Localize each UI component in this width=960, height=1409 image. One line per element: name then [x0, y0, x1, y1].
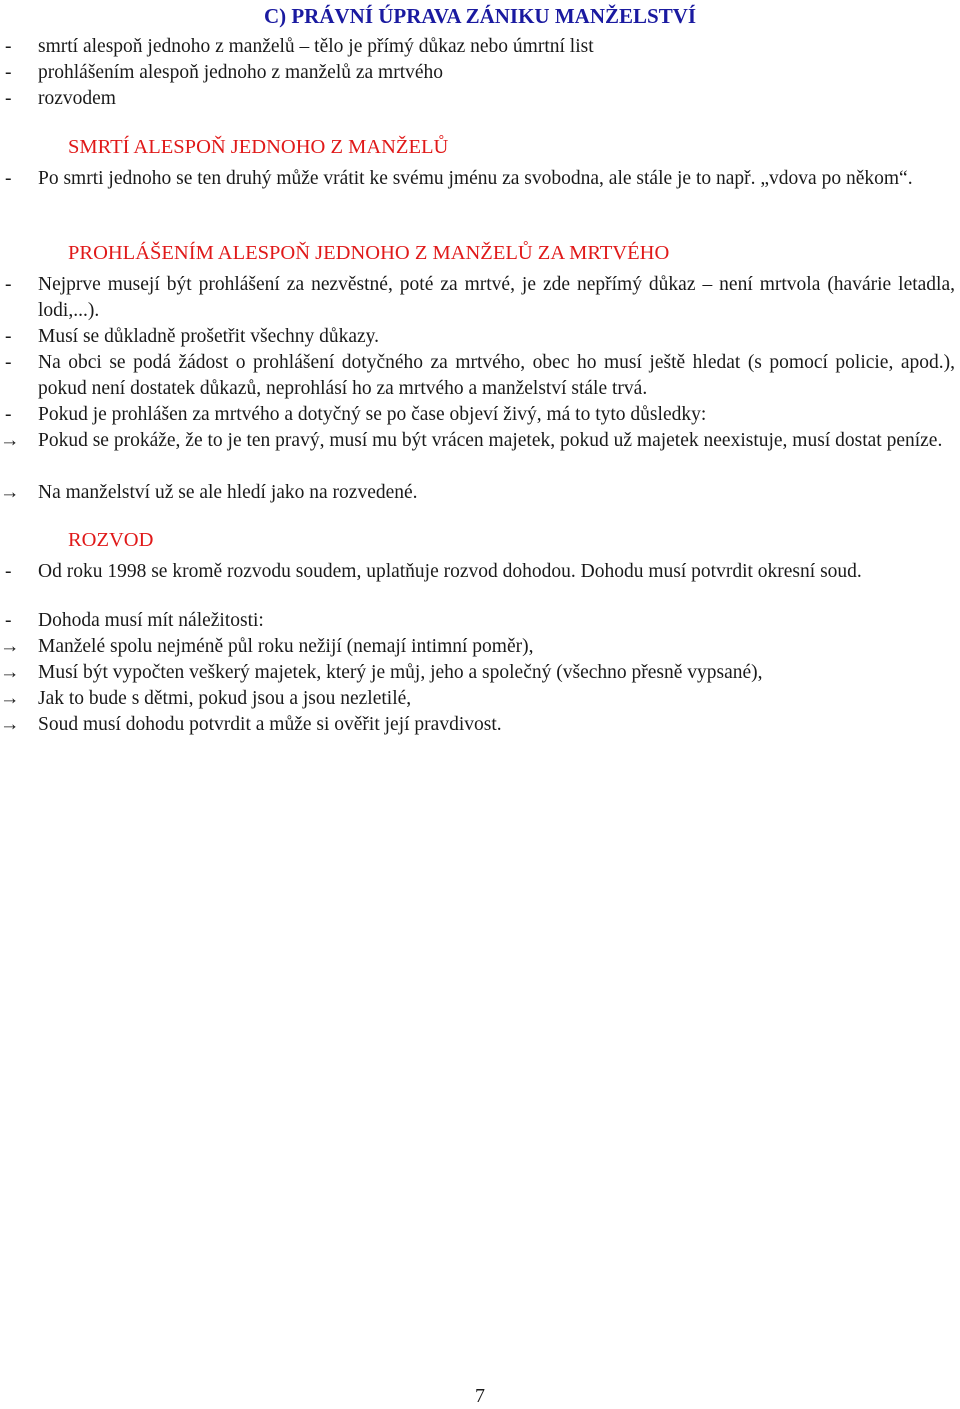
list-item [0, 660, 955, 686]
list-item-text: Manželé spolu nejméně půl roku nežijí (nemají intimní poměr), [38, 636, 534, 657]
list-item [0, 428, 955, 454]
dash-marker: - [5, 352, 12, 373]
arrow-right-icon: → [0, 636, 20, 657]
list-item-text: Dohoda musí mít náležitosti: [38, 610, 264, 631]
arrow-right-icon: → [0, 430, 20, 451]
list-item-text: smrtí alespoň jednoho z manželů – tělo je přímý důkaz nebo úmrtní list [38, 36, 594, 57]
list-item-text: Pokud se prokáže, že to je ten pravý, musí mu být vrácen majetek, pokud už majetek neexistuje, musí dostat peníze. [38, 430, 943, 451]
dash-marker: - [5, 88, 12, 109]
page-number: 7 [475, 1385, 485, 1407]
list-item-text: Na obci se podá žádost o prohlášení dotyčného za mrtvého, obec ho musí ještě hledat (s pomocí policie, apod.), pokud není dostatek důkazů, neprohlásí ho za mrtvého a manželství stále trvá. [38, 352, 955, 399]
list-item-text: Pokud je prohlášen za mrtvého a dotyčný se po čase objeví živý, má to tyto důsledky: [38, 404, 707, 425]
section-heading-prohlaseni: PROHLÁŠENÍM ALESPOŇ JEDNOHO Z MANŽELŮ ZA MRTVÉHO [68, 242, 670, 264]
list-item [0, 480, 955, 506]
dash-marker: - [5, 404, 12, 425]
list-item-text: Musí být vypočten veškerý majetek, který je můj, jeho a společný (všechno přesně vypsané), [38, 662, 763, 683]
list-item-text: Soud musí dohodu potvrdit a může si ověřit její pravdivost. [38, 714, 502, 735]
list-item [5, 166, 955, 192]
list-item [5, 60, 955, 86]
dash-marker: - [5, 561, 12, 582]
dash-marker: - [5, 274, 12, 295]
list-item-text: Nejprve musejí být prohlášení za nezvěstné, poté za mrtvé, je zde nepřímý důkaz – není mrtvola (havárie letadla, lodi,...). [38, 274, 955, 321]
page-title: C) PRÁVNÍ ÚPRAVA ZÁNIKU MANŽELSTVÍ [263, 4, 697, 28]
list-item [5, 559, 955, 585]
list-item [0, 634, 955, 660]
list-item [0, 686, 955, 712]
list-item-text: rozvodem [38, 88, 116, 109]
dash-marker: - [5, 62, 12, 83]
dash-marker: - [5, 610, 12, 631]
list-item-text: Po smrti jednoho se ten druhý může vrátit ke svému jménu za svobodna, ale stále je to např. „vdova po někom“. [38, 168, 913, 189]
list-item-text: Jak to bude s dětmi, pokud jsou a jsou nezletilé, [38, 688, 412, 709]
list-item [5, 350, 955, 402]
list-item-text: Na manželství už se ale hledí jako na rozvedené. [38, 482, 418, 503]
list-item [5, 402, 955, 428]
section-heading-rozvod: ROZVOD [68, 529, 154, 551]
arrow-right-icon: → [0, 482, 20, 503]
list-item [5, 272, 955, 324]
arrow-right-icon: → [0, 688, 20, 709]
dash-marker: - [5, 36, 12, 57]
arrow-right-icon: → [0, 662, 20, 683]
list-item-text: prohlášením alespoň jednoho z manželů za mrtvého [38, 62, 444, 83]
list-item [5, 86, 955, 112]
list-item-text: Musí se důkladně prošetřit všechny důkazy. [38, 326, 379, 347]
dash-marker: - [5, 168, 12, 189]
list-item [0, 712, 955, 738]
section-heading-smrt: SMRTÍ ALESPOŇ JEDNOHO Z MANŽELŮ [68, 136, 449, 158]
list-item [5, 324, 955, 350]
list-item [5, 34, 955, 60]
arrow-right-icon: → [0, 714, 20, 735]
list-item [5, 608, 955, 634]
dash-marker: - [5, 326, 12, 347]
list-item-text: Od roku 1998 se kromě rozvodu soudem, uplatňuje rozvod dohodou. Dohodu musí potvrdit okresní soud. [38, 561, 862, 582]
